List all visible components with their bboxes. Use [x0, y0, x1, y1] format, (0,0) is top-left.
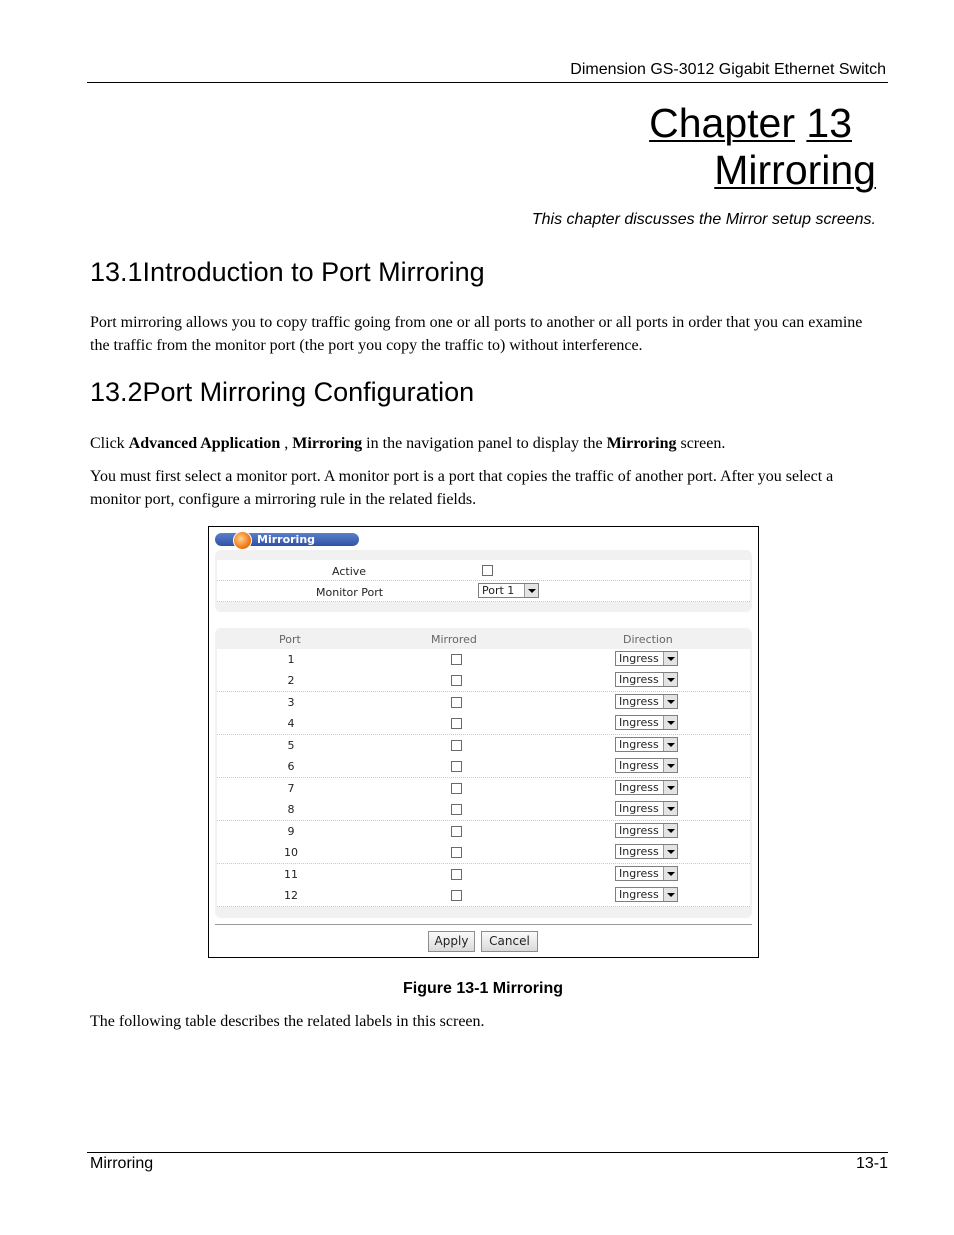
page-header [87, 60, 888, 83]
chevron-down-icon [524, 584, 538, 597]
paragraph: Port mirroring allows you to copy traffic going from one or all ports to another or all ports in order that you can examine the traffic from the monitor port (the port you copy the traffic to) without interference. [90, 314, 863, 354]
mirrored-checkbox[interactable] [451, 675, 462, 686]
orb-icon [233, 531, 252, 550]
chevron-down-icon [663, 716, 677, 729]
monitor-port-row [217, 581, 750, 602]
section-heading: 13.2Port Mirroring Configuration [90, 377, 475, 407]
mirrored-checkbox[interactable] [451, 761, 462, 772]
mirrored-checkbox[interactable] [451, 740, 462, 751]
table-row [217, 799, 750, 821]
paragraph: You must first select a monitor port. A monitor port is a port that copies the traffic of another port. After you select a monitor port, configure a mirroring rule in the related fields. [90, 468, 834, 508]
direction-select[interactable]: Ingress [615, 844, 678, 859]
port-number: 5 [287, 738, 295, 752]
active-checkbox[interactable] [482, 565, 493, 576]
paragraph: Click Advanced Application , Mirroring in the navigation panel to display the Mirroring screen. [90, 435, 726, 452]
table-row [217, 842, 750, 864]
direction-select[interactable]: Ingress [615, 672, 678, 687]
chapter-number: 13 [806, 100, 852, 146]
port-number: 8 [287, 803, 295, 817]
chevron-down-icon [663, 802, 677, 815]
header-title: Dimension GS-3012 Gigabit Ethernet Switch [570, 61, 886, 78]
monitor-port-select[interactable]: Port 1 [478, 583, 539, 598]
chapter-name: Mirroring [714, 147, 876, 193]
port-number: 12 [284, 888, 298, 902]
mirrored-checkbox[interactable] [451, 804, 462, 815]
port-number: 2 [287, 674, 295, 688]
chapter-title [649, 98, 852, 148]
chevron-down-icon [663, 695, 677, 708]
active-label: Active [332, 565, 367, 578]
apply-button[interactable]: Apply [428, 931, 475, 952]
direction-select[interactable]: Ingress [615, 780, 678, 795]
chevron-down-icon [663, 824, 677, 837]
table-row [217, 735, 750, 757]
column-header-direction: Direction [623, 633, 673, 646]
chevron-down-icon [663, 759, 677, 772]
active-row [217, 560, 750, 581]
page-footer [87, 1152, 888, 1177]
chevron-down-icon [663, 738, 677, 751]
mirrored-checkbox[interactable] [451, 847, 462, 858]
table-row [217, 885, 750, 907]
direction-select[interactable]: Ingress [615, 737, 678, 752]
mirroring-screenshot [208, 526, 759, 958]
mirrored-checkbox[interactable] [451, 869, 462, 880]
direction-select[interactable]: Ingress [615, 715, 678, 730]
port-number: 7 [287, 781, 295, 795]
direction-select[interactable]: Ingress [615, 758, 678, 773]
table-row [217, 756, 750, 778]
direction-select[interactable]: Ingress [615, 801, 678, 816]
chevron-down-icon [663, 888, 677, 901]
chevron-down-icon [663, 652, 677, 665]
chevron-down-icon [663, 781, 677, 794]
mirrored-checkbox[interactable] [451, 826, 462, 837]
table-row [217, 778, 750, 800]
table-row [217, 649, 750, 671]
page-number: 13-1 [855, 1155, 888, 1172]
ports-table [215, 628, 752, 918]
table-row [217, 713, 750, 735]
direction-select[interactable]: Ingress [615, 651, 678, 666]
column-header-port: Port [279, 633, 301, 646]
mirrored-checkbox[interactable] [451, 783, 462, 794]
chapter-intro: This chapter discusses the Mirror setup screens. [531, 211, 876, 228]
mirrored-checkbox[interactable] [451, 718, 462, 729]
port-number: 9 [287, 824, 295, 838]
screen-title-badge: Mirroring [215, 533, 359, 546]
port-number: 4 [287, 717, 295, 731]
footer-chapter: Mirroring [90, 1155, 154, 1172]
chevron-down-icon [663, 845, 677, 858]
mirrored-checkbox[interactable] [451, 654, 462, 665]
chevron-down-icon [663, 867, 677, 880]
direction-select[interactable]: Ingress [615, 823, 678, 838]
table-row [217, 670, 750, 692]
button-divider [215, 924, 752, 925]
paragraph: The following table describes the related labels in this screen. [90, 1013, 485, 1030]
chapter-word: Chapter [649, 100, 795, 146]
cancel-button[interactable]: Cancel [481, 931, 538, 952]
mirrored-checkbox[interactable] [451, 697, 462, 708]
port-number: 11 [284, 867, 298, 881]
table-row [217, 864, 750, 886]
settings-panel [215, 550, 752, 612]
port-number: 1 [287, 653, 295, 666]
port-number: 3 [287, 695, 295, 709]
figure-caption: Figure 13-1 Mirroring [402, 980, 564, 997]
port-number: 6 [287, 760, 295, 774]
monitor-port-label: Monitor Port [316, 586, 384, 599]
port-number: 10 [284, 846, 298, 860]
table-row [217, 821, 750, 843]
mirrored-checkbox[interactable] [451, 890, 462, 901]
direction-select[interactable]: Ingress [615, 887, 678, 902]
table-row [217, 692, 750, 714]
chevron-down-icon [663, 673, 677, 686]
column-header-mirrored: Mirrored [431, 633, 477, 646]
direction-select[interactable]: Ingress [615, 694, 678, 709]
direction-select[interactable]: Ingress [615, 866, 678, 881]
section-heading: 13.1Introduction to Port Mirroring [90, 257, 485, 287]
